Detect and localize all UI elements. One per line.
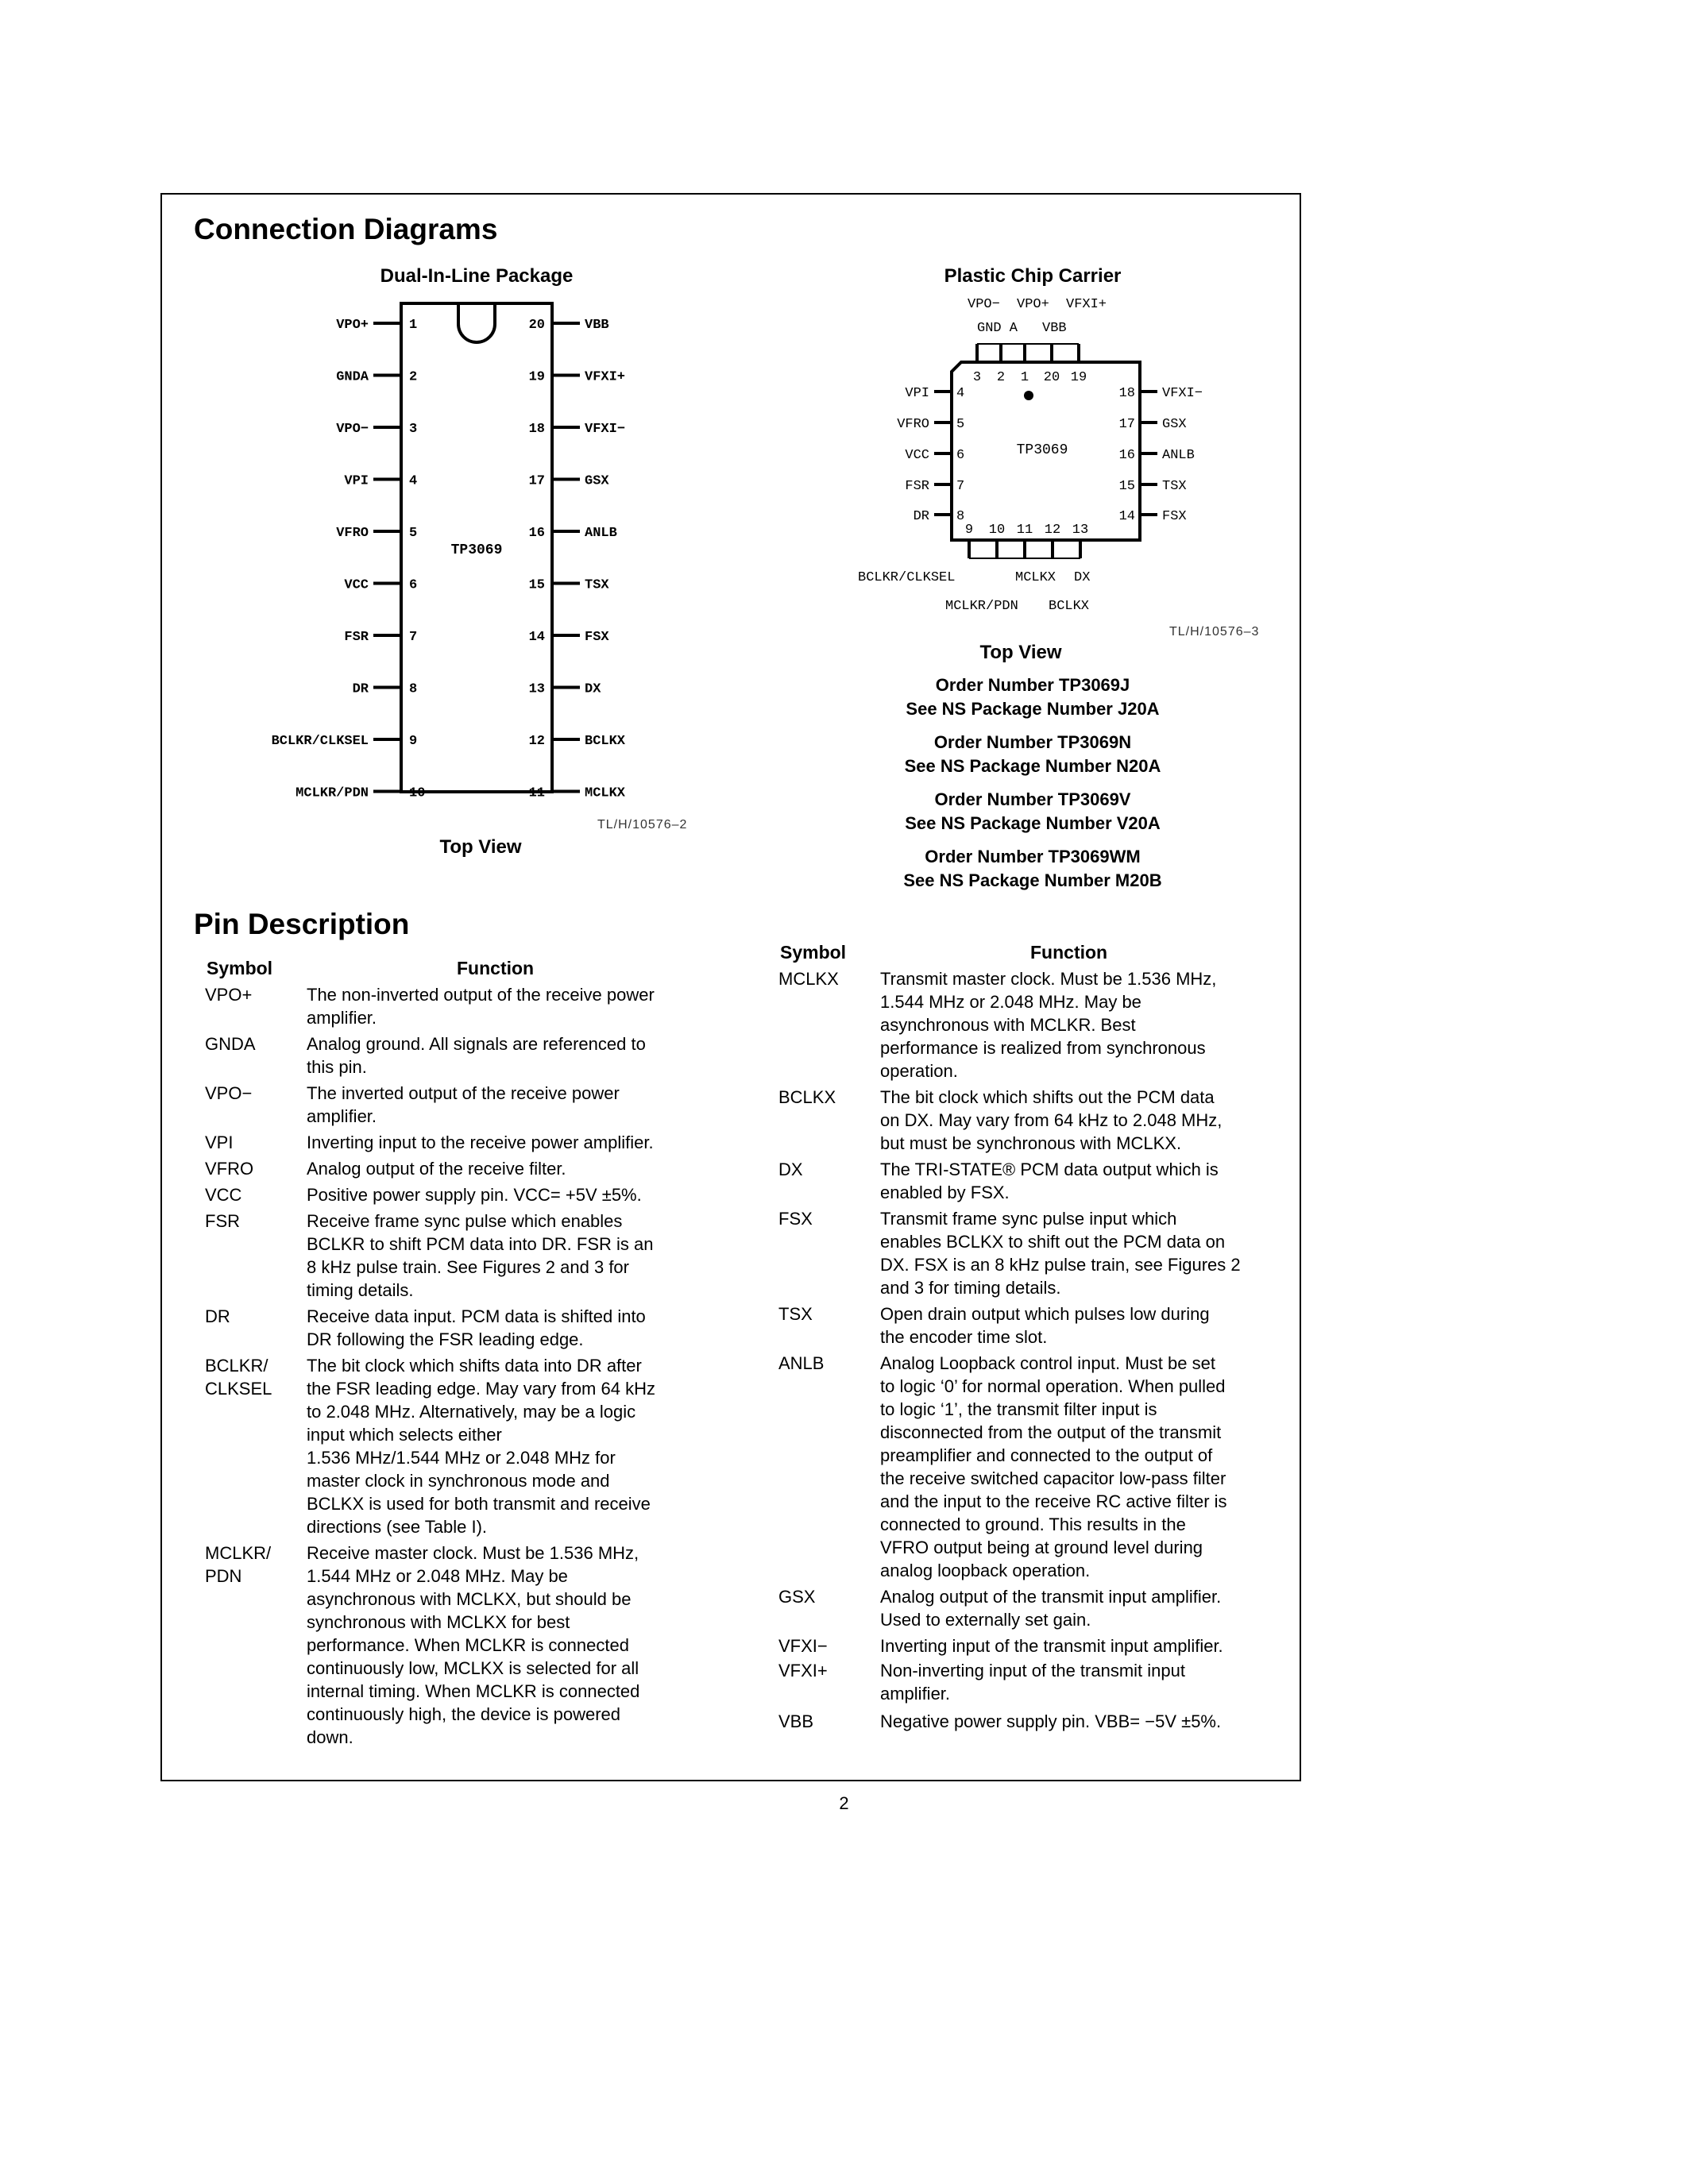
plcc-pin-number: 10 [988, 523, 1006, 538]
dip-pin-number: 7 [409, 630, 418, 645]
pin-function [307, 1183, 642, 1206]
plcc-top-label: GND A [977, 321, 1018, 336]
plcc-pin-name: VFXI− [1162, 386, 1203, 401]
package-number: See NS Package Number M20B [903, 870, 1162, 890]
dip-pin-name: VPO− [336, 422, 369, 437]
pin-symbol: VPO− [205, 1083, 253, 1103]
pin-row [205, 1354, 655, 1538]
pin-function-line: Positive power supply pin. VCC= +5V ±5%. [307, 1185, 642, 1205]
plcc-pin-number: 8 [956, 509, 965, 524]
pin-symbol: BCLKR/ CLKSEL [205, 1356, 272, 1399]
plcc-diagram [858, 290, 1287, 643]
left-symbol-header: Symbol [207, 958, 273, 978]
dip-pin-name: DR [352, 681, 369, 697]
dip-pin-number: 11 [528, 785, 545, 801]
order-block-4 [826, 845, 1239, 893]
pin-row [205, 1210, 654, 1302]
pin-function-line: directions (see Table I). [307, 1517, 488, 1537]
dip-pin-number: 15 [528, 577, 545, 593]
dip-pin-number: 17 [528, 473, 545, 489]
dip-pin-number: 16 [528, 526, 545, 541]
pin-function [880, 1207, 1241, 1299]
plcc-view: Top View [979, 642, 1062, 663]
pin-function-line: the FSR leading edge. May vary from 64 kHz [307, 1379, 655, 1399]
pin-function-line: but must be synchronous with MCLKX. [880, 1133, 1182, 1153]
pin-row [778, 967, 1216, 1082]
pin-row [778, 1352, 1227, 1582]
pin-symbol: VBB [778, 1711, 814, 1731]
pin-symbol: GNDA [205, 1034, 256, 1054]
pin-function-line: performance. When MCLKR is connected [307, 1635, 629, 1655]
pin-row [205, 1082, 620, 1128]
dip-diagram [238, 294, 715, 850]
dip-notch [458, 303, 495, 342]
plcc-pin-number: 2 [996, 370, 1006, 385]
plcc-top-label: VBB [1042, 321, 1067, 336]
pin-symbol: ANLB [778, 1353, 825, 1373]
pin-function-line: enabled by FSX. [880, 1183, 1010, 1202]
pin-function [880, 1086, 1222, 1155]
pin-function-line: operation. [880, 1061, 958, 1081]
plcc-pin-name: ANLB [1162, 448, 1195, 463]
pin-function-line: to logic ‘1’, the transmit filter input is [880, 1399, 1157, 1419]
plcc-chip-name: TP3069 [1016, 442, 1068, 458]
package-number: See NS Package Number N20A [904, 756, 1161, 776]
plcc-bottom-label: BCLKR/CLKSEL [858, 570, 956, 585]
pin-function-line: Inverting input of the transmit input amplifier. [880, 1636, 1223, 1656]
pin-function-line: disconnected from the output of the transmit [880, 1422, 1222, 1442]
pin-function-line: The bit clock which shifts out the PCM data [880, 1087, 1215, 1107]
pin-function [880, 1659, 1185, 1705]
pin-function-line: Analog output of the transmit input amplifier. [880, 1587, 1222, 1607]
dip-pin-name: VFXI− [585, 422, 626, 437]
plcc-code: TL/H/10576–3 [1169, 625, 1260, 639]
pin-function-line: Negative power supply pin. VBB= −5V ±5%. [880, 1711, 1222, 1731]
pin-function-line: BCLKX is used for both transmit and receive [307, 1494, 651, 1514]
pin-symbol: GSX [778, 1587, 816, 1607]
plcc-pin-name: VPI [905, 386, 929, 401]
dip-code: TL/H/10576–2 [597, 818, 688, 832]
dip-pin-number: 5 [409, 526, 418, 541]
pin-symbol: VFXI+ [778, 1661, 828, 1680]
dip-pin-name: VFRO [336, 526, 369, 541]
pin-function-line: 1.544 MHz or 2.048 MHz. May be [307, 1566, 568, 1586]
plcc-pin-name: VFRO [897, 417, 929, 432]
pin-function [880, 1585, 1221, 1631]
pin-function-line: The inverted output of the receive power [307, 1083, 620, 1103]
plcc-pin-name: DR [913, 509, 929, 524]
plcc-top-label: VFXI+ [1066, 297, 1107, 312]
plcc-pin-number: 1 [1020, 370, 1029, 385]
dip-pin-number: 1 [409, 318, 418, 333]
pin-function-line: Used to externally set gain. [880, 1610, 1091, 1630]
pin-function [307, 1305, 646, 1351]
dip-view: Top View [439, 836, 522, 858]
pin-row [205, 1032, 646, 1078]
pin-symbol: VPI [205, 1133, 234, 1152]
pin-function-line: Transmit frame sync pulse input which [880, 1209, 1177, 1229]
pin-function-line: DR following the FSR leading edge. [307, 1329, 584, 1349]
pin-function-line: analog loopback operation. [880, 1561, 1091, 1580]
pin-row [778, 1086, 1222, 1155]
dip-pin-number: 13 [528, 681, 545, 697]
plcc-pin-number: 14 [1118, 509, 1135, 524]
dip-pin-name: BCLKX [585, 734, 626, 749]
left-function-header: Function [457, 958, 535, 978]
pin-function [307, 1082, 620, 1128]
dip-pin-name: VFXI+ [585, 369, 626, 385]
connection-diagrams-title: Connection Diagrams [194, 213, 498, 245]
pin-symbol: VPO+ [205, 985, 253, 1005]
pin-function-line: Analog Loopback control input. Must be set [880, 1353, 1215, 1373]
pin-row [778, 1158, 1219, 1204]
plcc-top-label: VPO+ [1017, 297, 1049, 312]
order-number: Order Number TP3069J [935, 675, 1130, 695]
plcc-bottom-label: BCLKX [1049, 599, 1090, 614]
dip-label: Dual-In-Line Package [380, 265, 574, 287]
pin-symbol: DR [205, 1306, 230, 1326]
pin-function-line: this pin. [307, 1057, 367, 1077]
pin-function-line: 1.536 MHz/1.544 MHz or 2.048 MHz for [307, 1448, 616, 1468]
pin-function [880, 1710, 1221, 1733]
pin-symbol: VFRO [205, 1159, 254, 1179]
pin-function-line: BCLKR to shift PCM data into DR. FSR is an [307, 1234, 654, 1254]
pin-function-line: preamplifier and connected to the output of [880, 1445, 1213, 1465]
pin-function-line: amplifier. [880, 1684, 951, 1704]
dip-pin-name: VPI [344, 473, 369, 489]
dip-pin-number: 2 [409, 369, 418, 385]
pin-function-line: input which selects either [307, 1425, 502, 1445]
right-symbol-header: Symbol [780, 942, 847, 963]
order-block-2 [826, 731, 1239, 778]
package-number: See NS Package Number J20A [906, 699, 1160, 719]
dip-pin-number: 12 [528, 734, 545, 749]
dip-pin-number: 9 [409, 734, 418, 749]
plcc-pin-name: FSX [1162, 509, 1187, 524]
dip-pin-name: GSX [585, 473, 609, 489]
pin-function [307, 1131, 654, 1154]
pin-row [778, 1302, 1210, 1349]
plcc-pin-name: FSR [905, 479, 929, 494]
dip-pin-name: DX [585, 681, 601, 697]
dip-pin-number: 6 [409, 577, 418, 593]
pin-function-line: asynchronous with MCLKR. Best [880, 1015, 1136, 1035]
pin-function [880, 1302, 1210, 1349]
dip-pin-number: 4 [409, 473, 418, 489]
pin-row [205, 1131, 654, 1154]
order-block-3 [826, 788, 1239, 835]
dip-pin-name: VPO+ [336, 318, 369, 333]
dip-pin-name: MCLKR/PDN [295, 785, 369, 801]
plcc-pin-number: 12 [1044, 523, 1061, 538]
right-function-header: Function [1030, 942, 1108, 963]
plcc-pin-number: 4 [956, 386, 965, 401]
pin-function-line: the receive switched capacitor low-pass filter [880, 1468, 1226, 1488]
pin-function-line: master clock in synchronous mode and [307, 1471, 610, 1491]
pin-symbol: BCLKX [778, 1087, 836, 1107]
pin-symbol: FSR [205, 1211, 240, 1231]
dip-chip-name: TP3069 [450, 542, 503, 558]
order-number: Order Number TP3069N [933, 732, 1132, 752]
pin-function [880, 1352, 1227, 1582]
pin-symbol: DX [778, 1160, 803, 1179]
plcc-pin-number: 3 [972, 370, 982, 385]
pin-function [307, 1542, 639, 1749]
pin-function-line: timing details. [307, 1280, 414, 1300]
pin-row [205, 1542, 639, 1749]
plcc-pin-number: 17 [1118, 417, 1135, 432]
pin-row [205, 983, 655, 1029]
order-block-1 [826, 673, 1239, 721]
pin-row [778, 1585, 1221, 1631]
plcc-pin-name: VCC [905, 448, 929, 463]
plcc-pin-number: 15 [1118, 479, 1135, 494]
pin-function-line: amplifier. [307, 1008, 377, 1028]
plcc-pin-name: GSX [1162, 417, 1187, 432]
pin-function [307, 1354, 655, 1538]
pin-function-line: connected to ground. This results in the [880, 1515, 1186, 1534]
pin1-dot [1024, 391, 1033, 400]
pin-symbol: VFXI− [778, 1636, 828, 1656]
plcc-pin-number: 20 [1043, 370, 1060, 385]
pin-symbol: TSX [778, 1304, 813, 1324]
pin-function-line: enables BCLKX to shift out the PCM data on [880, 1232, 1226, 1252]
pin-function-line: performance is realized from synchronous [880, 1038, 1206, 1058]
pin-function [880, 1158, 1219, 1204]
pin-function-line: continuously high, the device is powered [307, 1704, 621, 1724]
dip-pin-name: MCLKX [585, 785, 626, 801]
pin-row [205, 1157, 566, 1180]
plcc-pin-number: 19 [1070, 370, 1087, 385]
dip-pin-name: FSR [344, 630, 369, 645]
plcc-pin-number: 13 [1072, 523, 1089, 538]
plcc-top-label: VPO− [968, 297, 1000, 312]
order-number: Order Number TP3069WM [925, 847, 1141, 866]
plcc-pin-number: 5 [956, 417, 965, 432]
pin-function-line: and the input to the receive RC active filter is [880, 1491, 1227, 1511]
pin-function-line: The TRI-STATE® PCM data output which is [880, 1160, 1219, 1179]
pin-function-line: to logic ‘0’ for normal operation. When pulled [880, 1376, 1226, 1396]
dip-pin-name: GNDA [336, 369, 369, 385]
pin-row [205, 1183, 642, 1206]
pin-function-line: Transmit master clock. Must be 1.536 MHz, [880, 969, 1217, 989]
order-number: Order Number TP3069V [934, 789, 1131, 809]
dip-pin-name: BCLKR/CLKSEL [271, 734, 369, 749]
plcc-pin-number: 6 [956, 448, 965, 463]
pin-function-line: Inverting input to the receive power amplifier. [307, 1133, 654, 1152]
plcc-pin-number: 11 [1016, 523, 1033, 538]
pin-function-line: Receive data input. PCM data is shifted into [307, 1306, 646, 1326]
plcc-pin-number: 16 [1118, 448, 1135, 463]
pin-function [307, 1210, 654, 1302]
pin-function-line: The bit clock which shifts data into DR after [307, 1356, 642, 1376]
pin-function-line: Analog output of the receive filter. [307, 1159, 566, 1179]
pin-function [307, 983, 655, 1029]
page-number: 2 [839, 1793, 849, 1813]
dip-pin-name: VBB [585, 318, 609, 333]
pin-row [778, 1710, 1221, 1733]
pin-function [880, 967, 1216, 1082]
dip-pin-number: 18 [528, 422, 545, 437]
pin-function-line: 1.544 MHz or 2.048 MHz. May be [880, 992, 1141, 1012]
plcc-label: Plastic Chip Carrier [944, 265, 1122, 287]
pin-symbol: VCC [205, 1185, 242, 1205]
pin-function-line: Open drain output which pulses low during [880, 1304, 1210, 1324]
dip-pin-name: VCC [344, 577, 369, 593]
pin-function-line: and 3 for timing details. [880, 1278, 1061, 1298]
dip-pin-name: ANLB [585, 526, 617, 541]
pin-function-line: VFRO output being at ground level during [880, 1538, 1203, 1557]
pin-symbol: MCLKR/ PDN [205, 1543, 272, 1586]
dip-pin-number: 14 [528, 630, 545, 645]
pin-function-line: Receive master clock. Must be 1.536 MHz, [307, 1543, 639, 1563]
dip-pin-number: 8 [409, 681, 418, 697]
dip-pin-number: 19 [528, 369, 545, 385]
pin-function-line: down. [307, 1727, 353, 1747]
pin-function-line: The non-inverted output of the receive power [307, 985, 655, 1005]
dip-pin-number: 3 [409, 422, 418, 437]
dip-pin-number: 20 [528, 318, 545, 333]
plcc-pin-name: TSX [1162, 479, 1187, 494]
plcc-pin-number: 9 [964, 523, 974, 538]
pin-function [307, 1157, 566, 1180]
package-number: See NS Package Number V20A [905, 813, 1161, 833]
plcc-pin-number: 7 [956, 479, 965, 494]
plcc-bottom-label: DX [1074, 570, 1091, 585]
pin-description-title: Pin Description [194, 908, 410, 940]
pin-function-line: Analog ground. All signals are referenced to [307, 1034, 646, 1054]
pin-function-line: Receive frame sync pulse which enables [307, 1211, 623, 1231]
pin-function [880, 1634, 1223, 1657]
pin-symbol: MCLKX [778, 969, 839, 989]
plcc-bottom-label: MCLKR/PDN [945, 599, 1018, 614]
pin-function-line: Non-inverting input of the transmit input [880, 1661, 1185, 1680]
pin-symbol: FSX [778, 1209, 813, 1229]
pin-row [778, 1659, 1185, 1705]
pin-row [778, 1634, 1223, 1657]
pin-function-line: continuously low, MCLKX is selected for all [307, 1658, 639, 1678]
plcc-bottom-label: MCLKX [1015, 570, 1056, 585]
pin-row [778, 1207, 1241, 1299]
plcc-pin-number: 18 [1118, 386, 1135, 401]
pin-function-line: 8 kHz pulse train. See Figures 2 and 3 for [307, 1257, 629, 1277]
pin-row [205, 1305, 646, 1351]
dip-pin-number: 10 [409, 785, 426, 801]
dip-pin-name: FSX [585, 630, 609, 645]
pin-function-line: to 2.048 MHz. Alternatively, may be a logic [307, 1402, 636, 1422]
dip-pin-name: TSX [585, 577, 609, 593]
pin-function-line: DX. FSX is an 8 kHz pulse train, see Figures 2 [880, 1255, 1241, 1275]
pin-function-line: on DX. May vary from 64 kHz to 2.048 MHz, [880, 1110, 1223, 1130]
pin-function-line: synchronous with MCLKX for best [307, 1612, 570, 1632]
pin-function-line: the encoder time slot. [880, 1327, 1048, 1347]
pin-function [307, 1032, 646, 1078]
pin-function-line: amplifier. [307, 1106, 377, 1126]
pin-function-line: internal timing. When MCLKR is connected [307, 1681, 640, 1701]
pin-function-line: asynchronous with MCLKX, but should be [307, 1589, 632, 1609]
